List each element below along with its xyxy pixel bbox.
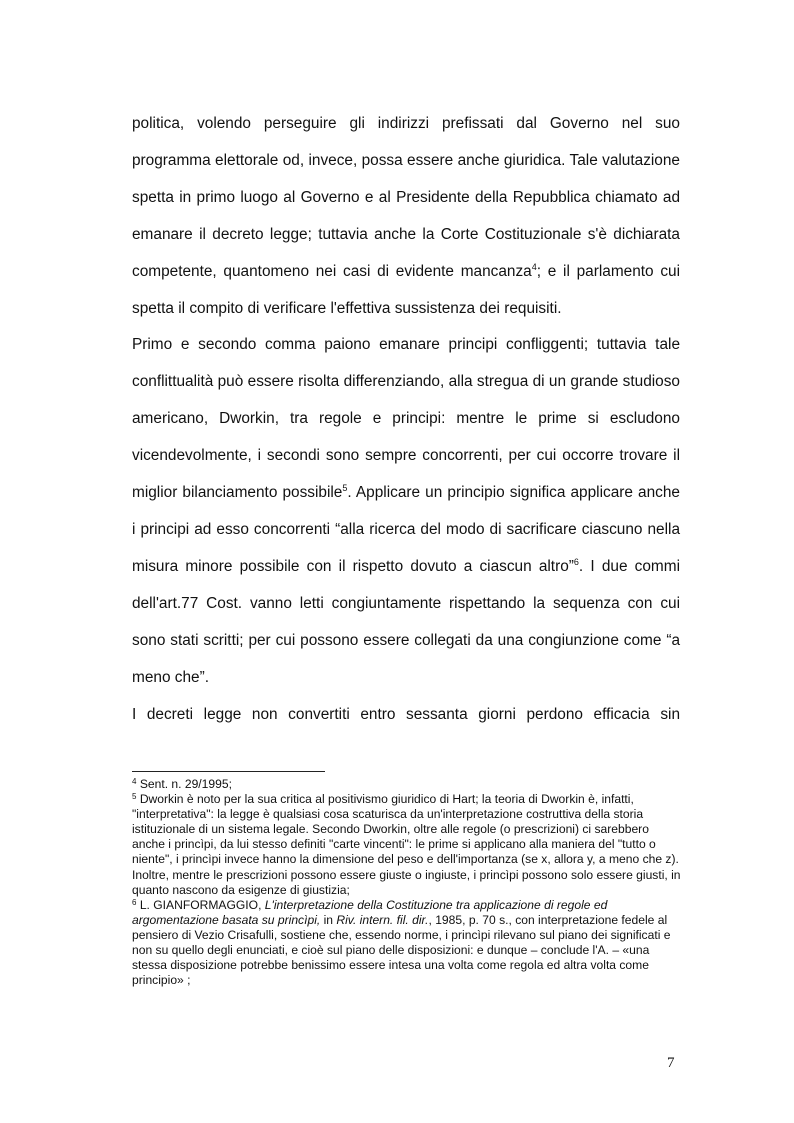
main-text — [132, 106, 680, 733]
footnote-6-author: L. GIANFORMAGGIO, — [136, 897, 265, 912]
footnote-ref-6[interactable]: 6 — [573, 556, 579, 567]
paragraph-2-text-b: . Applicare un principio significa applicare anche i principi ad esso concorrenti “alla ricerca del modo di sacrificare ciascuno nella misura minore possibile con il rispetto dovuto a ciascun altro” — [132, 484, 680, 575]
footnote-4-number: 4 — [132, 777, 137, 786]
footnote-6-number: 6 — [132, 897, 137, 907]
footnote-6-title: L'interpretazione della Costituzione tra applicazione di regole ed argomentazione basata su princìpi, — [132, 897, 608, 927]
paragraph-2-text-c: . I due commi dell'art.77 Cost. vanno letti congiuntamente rispettando la sequenza con cui sono stati scritti; per cui possono essere collegati da una congiunzione come “a meno che”. — [132, 557, 680, 686]
footnote-6-rest: , 1985, p. 70 s., con interpretazione fedele al pensiero di Vezio Crisafulli, sostiene che, essendo norme, i princìpi rilevano sul piano dei significati e non su quello degli enunciati, e cioè sul piano delle disposizioni: e dunque – conclude l'A. – «una stessa disposizione potrebbe benissimo essere intesa una volta come regola ed altra volta come principio» ; — [132, 912, 671, 988]
footnote-6-journal: Riv. intern. fil. dir. — [336, 912, 429, 927]
footnote-ref-5[interactable]: 5 — [342, 483, 348, 494]
footnote-4-text: Sent. n. 29/1995; — [136, 777, 232, 791]
paragraph-3: I decreti legge non convertiti entro sessanta giorni perdono efficacia sin — [132, 705, 680, 723]
footnotes — [132, 777, 682, 988]
footnote-5 — [132, 792, 682, 898]
footnote-ref-4[interactable]: 4 — [531, 261, 537, 272]
footnote-separator — [132, 771, 325, 772]
paragraph-1 — [132, 106, 680, 327]
paragraph-2-text-a: Primo e secondo comma paiono emanare principi confliggenti; tuttavia tale conflittualità può essere risolta differenziando, alla stregua di un grande studioso americano, Dworkin, tra regole e principi: mentre le prime si escludono vicendevolmente, i secondi sono sempre concorrenti, per cui occorre trovare il miglior bilanciamento possibile — [132, 336, 680, 502]
footnote-4 — [132, 777, 682, 792]
paragraph-1-text-a: politica, volendo perseguire gli indirizzi prefissati dal Governo nel suo programma elettorale od, invece, possa essere anche giuridica. Tale valutazione spetta in primo luogo al Governo e al Presidente della Repubblica chiamato ad emanare il decreto legge; tuttavia anche la Corte Costituzionale s'è dichiarata competente, quantomeno nei casi di evidente mancanza — [132, 115, 680, 280]
footnote-5-text: Dworkin è noto per la sua critica al positivismo giuridico di Hart; la teoria di Dworkin è, infatti, "interpretativa": la legge è qualsiasi cosa scaturisca da un'interpretazione costruttiva della storia istituzionale di un sistema legale. Secondo Dworkin, oltre alle regole (o prescrizioni) ci sarebbero anche i princìpi, da lui stesso definiti "carte vincenti": le prime si applicano alla maniera del "tutto o niente", i princìpi invece hanno la dimensione del peso e dell'importanza (se x, allora y, a meno che z). Inoltre, mentre le prescrizioni possono essere giuste o ingiuste, i princìpi possono solo essere giusti, in quanto nascono da esigenze di giustizia; — [132, 792, 681, 897]
paragraph-2 — [132, 327, 680, 696]
footnote-5-number: 5 — [132, 792, 137, 802]
paragraph-1-text-b: ; e il parlamento cui spetta il compito di verificare l'effettiva sussistenza dei requisiti. — [132, 262, 681, 317]
footnote-6 — [132, 898, 682, 989]
page-number: 7 — [667, 1055, 675, 1071]
footnote-6-in: in — [320, 912, 337, 927]
